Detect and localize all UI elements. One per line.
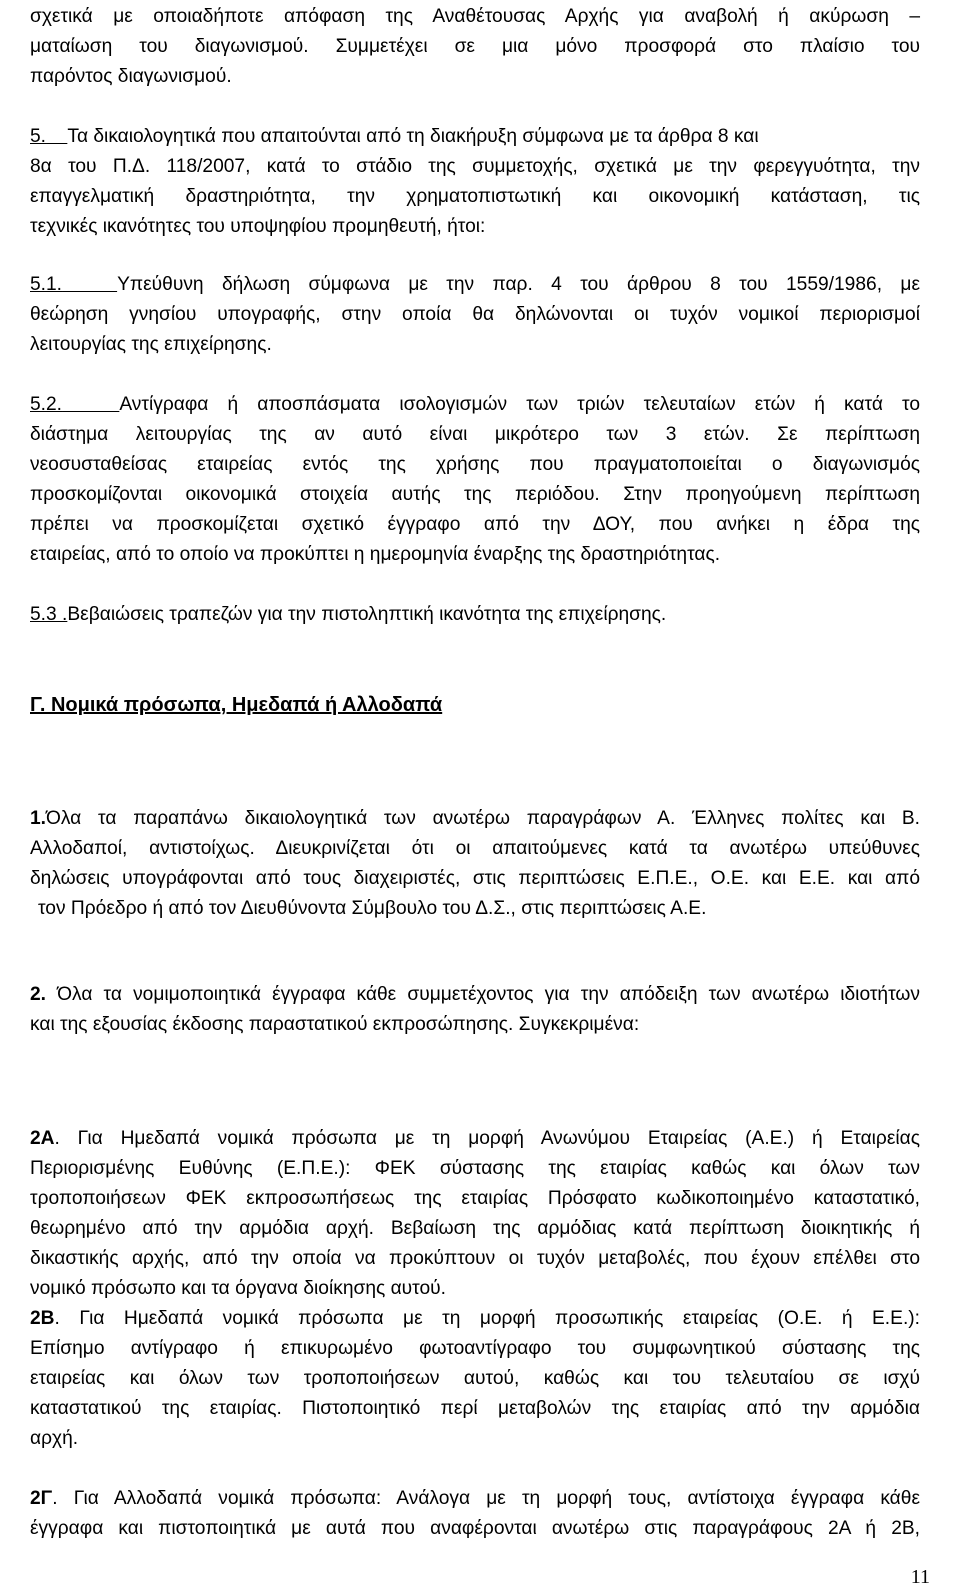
item-5-1-first-line — [30, 272, 920, 298]
text-line: θεωρημένο από την αρμόδια αρχή. Βεβαίωση της αρμόδιας κατά περίπτωση διοικητικής ή — [30, 1218, 920, 1239]
item-5-2-first-line — [30, 392, 920, 418]
text-fragment: . Για Ημεδαπά νομικά πρόσωπα με τη μορφή προσωπικής εταιρείας (Ο.Ε. ή Ε.Ε.): — [54, 1308, 920, 1329]
item-5-first-line — [30, 124, 920, 150]
text-fragment: Τα δικαιολογητικά που απαιτούνται από τη διακήρυξη σύμφωνα με τα άρθρα 8 και — [67, 126, 759, 147]
text-line: θεώρηση γνησίου υπογραφής, στην οποία θα δηλώνονται οι τυχόν νομικοί περιορισμοί — [30, 304, 920, 325]
text-fragment: . Για Ημεδαπά νομικά πρόσωπα με τη μορφή Ανωνύμου Εταιρείας (Α.Ε.) ή Εταιρείας — [54, 1128, 920, 1149]
text-line: δηλώσεις υπογράφονται από τους διαχειριστές, στις περιπτώσεις Ε.Π.Ε., Ο.Ε. και Ε.Ε. και από — [30, 868, 920, 889]
text-line: πρέπει να προσκομίζεται σχετικό έγγραφο από την ΔΟΥ, που ανήκει η έδρα της — [30, 514, 920, 535]
text-line: σχετικά με οποιαδήποτε απόφαση της Αναθέτουσας Αρχής για αναβολή ή ακύρωση – — [30, 6, 920, 27]
text-line: τροποποιήσεων ΦΕΚ εκπροσωπήσεως της εταιρίας Πρόσφατο κωδικοποιημένο καταστατικό, — [30, 1188, 920, 1209]
text-line: προσκομίζονται οικονομικά στοιχεία αυτής της περιόδου. Στην προηγούμενη περίπτωση — [30, 484, 920, 505]
text-line: αρχή. — [30, 1428, 79, 1449]
text-fragment: Όλα τα νομιμοποιητικά έγγραφα κάθε συμμετέχοντος για την απόδειξη των ανωτέρω ιδιοτήτων — [57, 984, 920, 1005]
text-line: επαγγελματική δραστηριότητα, την χρηματοπιστωτική και οικονομική κατάσταση, τις — [30, 186, 920, 207]
item-number-underline — [46, 126, 67, 147]
text-line: τεχνικές ικανότητες του υποψηφίου προμηθευτή, ήτοι: — [30, 216, 486, 237]
item-5-3-line — [30, 602, 920, 628]
text-fragment: Αντίγραφα ή αποσπάσματα ισολογισμών των τριών τελευταίων ετών ή κατά το — [119, 394, 920, 415]
g2-first-line — [30, 982, 920, 1008]
item-number: 1. — [30, 808, 47, 829]
item-number: 5.1. — [30, 274, 63, 295]
text-fragment: Υπεύθυνη δήλωση σύμφωνα με την παρ. 4 του άρθρου 8 του 1559/1986, με — [117, 274, 920, 295]
text-fragment: . Για Αλλοδαπά νομικά πρόσωπα: Ανάλογα με τη μορφή τους, αντίστοιχα έγγραφα κάθε — [52, 1488, 920, 1509]
text-line: καταστατικού της εταιρίας. Πιστοποιητικό περί μεταβολών της εταιρίας από την αρμόδια — [30, 1398, 920, 1419]
item-number: 5. — [30, 126, 47, 147]
g2c-first-line — [30, 1486, 920, 1512]
text-line: εταιρείας και όλων των τροποποιήσεων αυτού, καθώς και του τελευταίου σε ισχύ — [30, 1368, 920, 1389]
item-number-underline — [62, 394, 119, 415]
text-fragment: Βεβαιώσεις τραπεζών για την πιστοληπτική ικανότητα της επιχείρησης. — [67, 604, 667, 625]
g1-first-line — [30, 806, 920, 832]
text-line: 8α του Π.Δ. 118/2007, κατά το στάδιο της συμμετοχής, σχετικά με την φερεγγυότητα, την — [30, 156, 920, 177]
text-fragment: Όλα τα παραπάνω δικαιολογητικά των ανωτέρω παραγράφων Α. Έλληνες πολίτες και Β. — [46, 808, 920, 829]
text-line: Αλλοδαποί, αντιστοίχως. Διευκρινίζεται ότι οι απαιτούμενες κατά τα ανωτέρω υπεύθυνες — [30, 838, 920, 859]
item-number: 5.3 . — [30, 604, 68, 625]
item-number: 2Γ — [30, 1488, 53, 1509]
text-line: λειτουργίας της επιχείρησης. — [30, 334, 272, 355]
text-line: τον Πρόεδρο ή από τον Διευθύνοντα Σύμβουλο του Δ.Σ., στις περιπτώσεις Α.Ε. — [38, 898, 707, 919]
text-line: διάστημα λειτουργίας της αν αυτό είναι μικρότερο των 3 ετών. Σε περίπτωση — [30, 424, 920, 445]
page-number: 11 — [910, 1566, 930, 1588]
text-line: νομικό πρόσωπο και τα όργανα διοίκησης αυτού. — [30, 1278, 446, 1299]
text-line: Επίσημο αντίγραφο ή επικυρωμένο φωτοαντίγραφο του συμφωνητικού σύστασης της — [30, 1338, 920, 1359]
text-line: παρόντος διαγωνισμού. — [30, 66, 232, 87]
item-number: 2Α — [30, 1128, 55, 1149]
text-line: και της εξουσίας έκδοσης παραστατικού εκπροσώπησης. Συγκεκριμένα: — [30, 1014, 640, 1035]
g2a-first-line — [30, 1126, 920, 1152]
text-line: έγγραφα και πιστοποιητικά με αυτά που αναφέρονται ανωτέρω στις παραγράφους 2Α ή 2Β, — [30, 1518, 920, 1539]
text-line: εταιρείας, από το οποίο να προκύπτει η ημερομηνία έναρξης της δραστηριότητας. — [30, 544, 721, 565]
text-line: ματαίωση του διαγωνισμού. Συμμετέχει σε μια μόνο προσφορά στο πλαίσιο του — [30, 36, 920, 57]
item-number: 5.2. — [30, 394, 63, 415]
g2b-first-line — [30, 1306, 920, 1332]
text-line: Περιορισμένης Ευθύνης (Ε.Π.Ε.): ΦΕΚ σύστασης της εταιρίας καθώς και όλων των — [30, 1158, 920, 1179]
section-heading: Γ. Νομικά πρόσωπα, Ημεδαπά ή Αλλοδαπά — [30, 694, 443, 716]
item-number: 2. — [30, 984, 47, 1005]
item-number-underline — [62, 274, 117, 295]
text-fragment — [46, 984, 57, 1005]
text-line: δικαστικής αρχής, από την οποία να προκύπτουν οι τυχόν μεταβολές, που έχουν επέλθει στο — [30, 1248, 920, 1269]
item-number: 2Β — [30, 1308, 55, 1329]
text-line: νεοσυσταθείσας εταιρείας εντός της χρήσης που πραγματοποιείται ο διαγωνισμός — [30, 454, 920, 475]
